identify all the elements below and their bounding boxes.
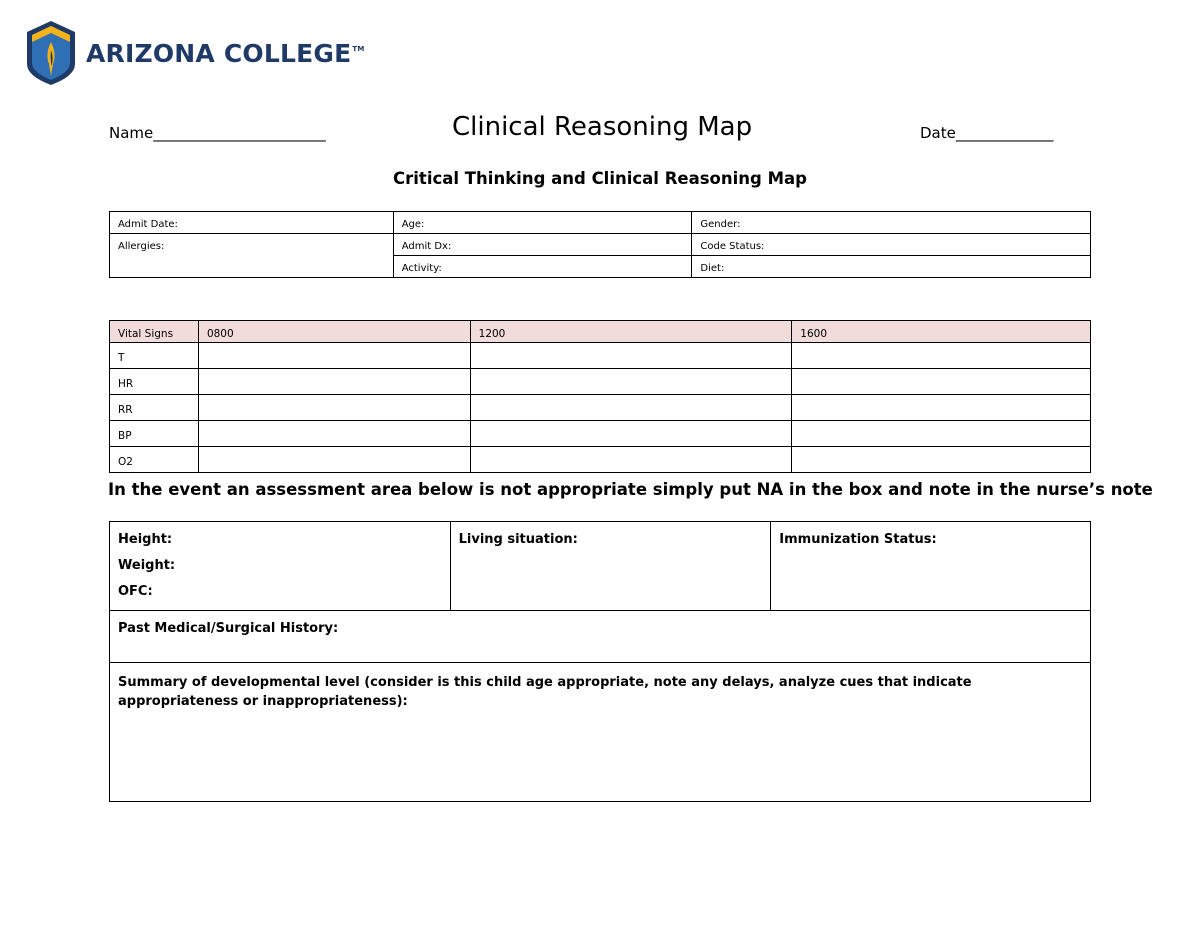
vital-cell[interactable] [792,421,1091,447]
vital-cell[interactable] [198,395,470,421]
vital-cell[interactable] [792,343,1091,369]
measurements-cell[interactable] [110,522,451,611]
vital-cell[interactable] [198,421,470,447]
vital-cell[interactable] [198,369,470,395]
shield-logo-icon [26,20,76,86]
age-cell[interactable]: Age: [393,212,692,234]
height-label: Height: [118,532,173,547]
patient-info-table [109,211,1091,278]
vital-cell[interactable] [470,369,792,395]
diet-cell[interactable]: Diet: [692,256,1091,278]
table-row [110,369,1091,395]
vital-label-o2: O2 [110,447,199,473]
table-row [110,395,1091,421]
ofc-label: OFC: [118,584,153,599]
vitals-header-row [110,321,1091,343]
vital-signs-table [109,320,1091,473]
vitals-header-label: Vital Signs [110,321,199,343]
logo-wordmark: ARIZONA COLLEGE™ [86,38,365,68]
vitals-header-1600: 1600 [792,321,1091,343]
code-status-cell[interactable]: Code Status: [692,234,1091,256]
vital-cell[interactable] [470,421,792,447]
assessment-table [109,521,1091,802]
vital-cell[interactable] [470,395,792,421]
immunization-status-cell[interactable]: Immunization Status: [771,522,1091,611]
page-title: Clinical Reasoning Map [452,112,753,142]
vital-label-t: T [110,343,199,369]
vital-cell[interactable] [198,447,470,473]
table-row [110,421,1091,447]
vitals-header-0800: 0800 [198,321,470,343]
gender-cell[interactable]: Gender: [692,212,1091,234]
admit-date-cell[interactable]: Admit Date: [110,212,394,234]
admit-dx-cell[interactable]: Admit Dx: [393,234,692,256]
weight-label: Weight: [118,558,176,573]
activity-cell[interactable]: Activity: [393,256,692,278]
table-row [110,447,1091,473]
vital-cell[interactable] [198,343,470,369]
subtitle: Critical Thinking and Clinical Reasoning Map [393,169,807,188]
na-instruction: In the event an assessment area below is not appropriate simply put NA in the box and note in the nurse’s note [108,480,1153,499]
vital-label-rr: RR [110,395,199,421]
vital-cell[interactable] [792,369,1091,395]
allergies-cell[interactable]: Allergies: [110,234,394,278]
table-row [110,343,1091,369]
vital-cell[interactable] [470,343,792,369]
vital-label-hr: HR [110,369,199,395]
vital-cell[interactable] [470,447,792,473]
developmental-summary-cell[interactable]: Summary of developmental level (consider is this child age appropriate, note any delays, analyze cues that indicate appropriateness or inappropriateness): [110,663,1091,802]
arizona-college-logo [26,20,365,86]
vitals-header-1200: 1200 [470,321,792,343]
medical-history-cell[interactable]: Past Medical/Surgical History: [110,611,1091,663]
living-situation-cell[interactable]: Living situation: [450,522,771,611]
date-field[interactable]: Date_____________ [920,124,1054,142]
vital-label-bp: BP [110,421,199,447]
vital-cell[interactable] [792,447,1091,473]
vital-cell[interactable] [792,395,1091,421]
name-field[interactable]: Name_______________________ [109,124,326,142]
